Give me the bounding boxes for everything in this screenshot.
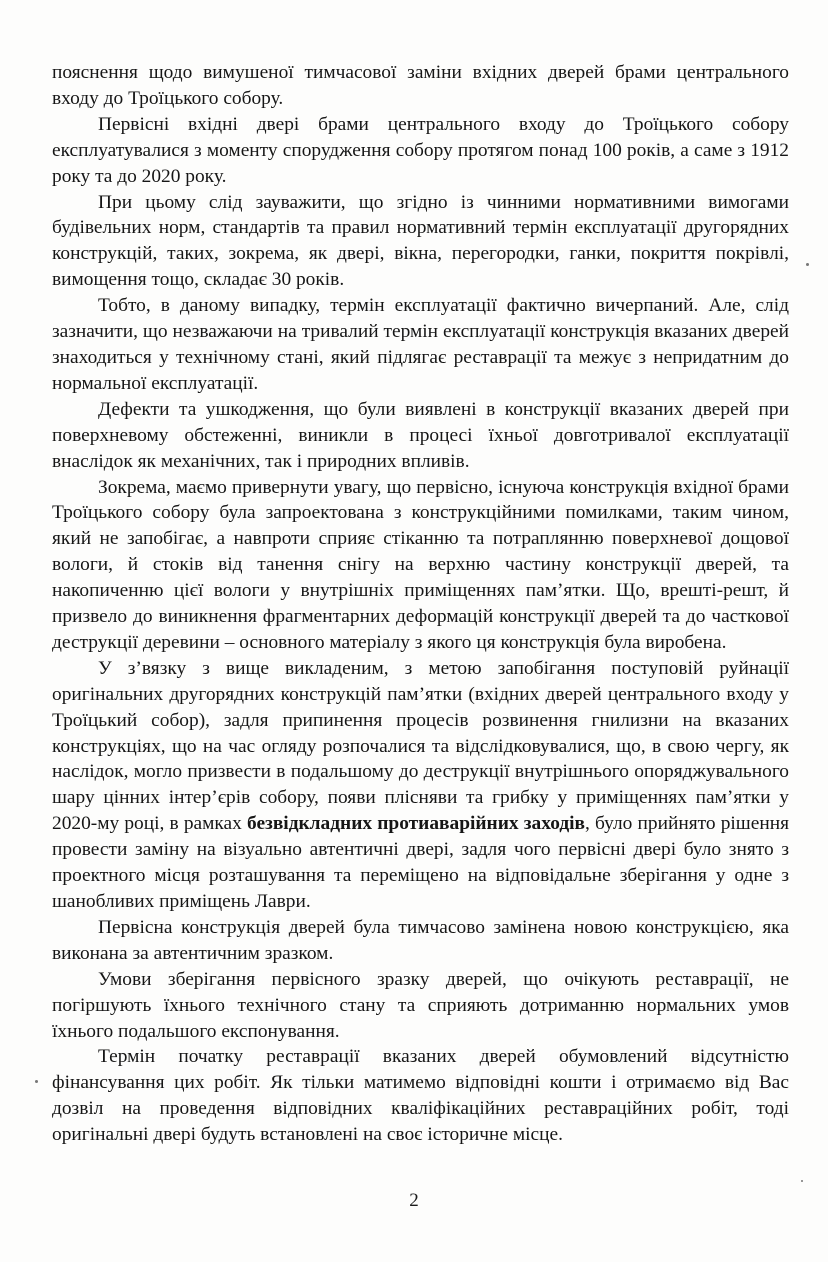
paragraph-1: пояснення щодо вимушеної тимчасової заміни вхідних дверей брами центрального входу до Троїцького собору. [52,62,789,109]
paragraph-3: При цьому слід зауважити, що згідно із чинними нормативними вимогами будівельних норм, стандартів та правил нормативний термін експлуатації другорядних конструкцій, таких, зокрема, як двері, вікна, перегородки, ганки, покриття покрівлі, вимощення тощо, складає 30 років. [52,191,789,291]
scan-speck [35,1080,38,1083]
paragraph-2: Первісні вхідні двері брами центрального входу до Троїцького собору експлуатувалися з моменту спорудження собору протягом понад 100 років, а саме з 1912 року та до 2020 року. [52,113,789,187]
paragraph-9: Умови зберігання первісного зразку дверей, що очікують реставрації, не погіршують їхнього технічного стану та сприяють дотриманню нормальних умов їхнього подальшого експонування. [52,968,789,1042]
paragraph-6: Зокрема, маємо привернути увагу, що первісно, існуюча конструкція вхідної брами Троїцького собору була запроектована з конструкційними помилками, таким чином, який не запобігає, а навпроти сприяє стіканню та потраплянню поверхневої дощової вологи, й стоків від танення снігу на верхню частину конструкції дверей, та накопиченню цієї вологи у внутрішніх приміщеннях пам’ятки. Що, врешті-решт, й призвело до виникнення фрагментарних деформацій конструкції дверей та до часткової деструкції деревини – основного матеріалу з якого ця конструкція була виробена. [52,476,789,653]
page-number: 2 [409,1190,419,1211]
scan-speck [801,1180,803,1182]
paragraph-10: Термін початку реставрації вказаних дверей обумовлений відсутністю фінансування цих робіт. Як тільки матимемо відповідні кошти і отримаємо від Вас дозвіл на проведення відповідних кваліфікаційних реставраційних робіт, тоді оригінальні двері будуть встановлені на своє історичне місце. [52,1046,789,1146]
paragraph-7-text-before: У з’вязку з вище викладеним, з метою запобігання поступовій руйнації оригінальних другорядних конструкцій пам’ятки (вхідних дверей центрального входу у Троїцький собор), задля припинення процесів розвинення гнилизни на вказаних конструкціях, що на час огляду розпочалися та відслідковувалися, що, в свою чергу, як наслідок, могло призвести в подальшому до деструкції внутрішнього опоряджувального шару цінних інтер’єрів собору, появи плісняви та грибку у приміщеннях пам’ятки у 2020-му році, в рамках [52,657,789,835]
scan-speck [806,263,809,266]
document-body [52,60,789,1148]
paragraph-7 [52,656,789,915]
paragraph-8: Первісна конструкція дверей була тимчасово замінена новою конструкцією, яка виконана за автентичним зразком. [52,916,789,964]
paragraph-4: Тобто, в даному випадку, термін експлуатації фактично вичерпаний. Але, слід зазначити, що незважаючи на тривалий термін експлуатації конструкція вказаних дверей знаходиться у технічному стані, який підлягає реставрації та межує з непридатним до нормальної експлуатації. [52,295,789,394]
paragraph-5: Дефекти та ушкодження, що були виявлені в конструкції вказаних дверей при поверхневому обстеженні, виникли в процесі їхньої довготривалої експлуатації внаслідок як механічних, так і природних впливів. [52,398,789,472]
paragraph-7-text-after: , було прийнято рішення провести заміну на візуально автентичні двері, задля чого первісні двері було знято з проектного місця розташування та переміщено на відповідальне зберігання у одне з шанобливих приміщень Лаври. [52,813,790,912]
emergency-measures-bold: безвідкладних протиаварійних заходів [247,813,586,835]
